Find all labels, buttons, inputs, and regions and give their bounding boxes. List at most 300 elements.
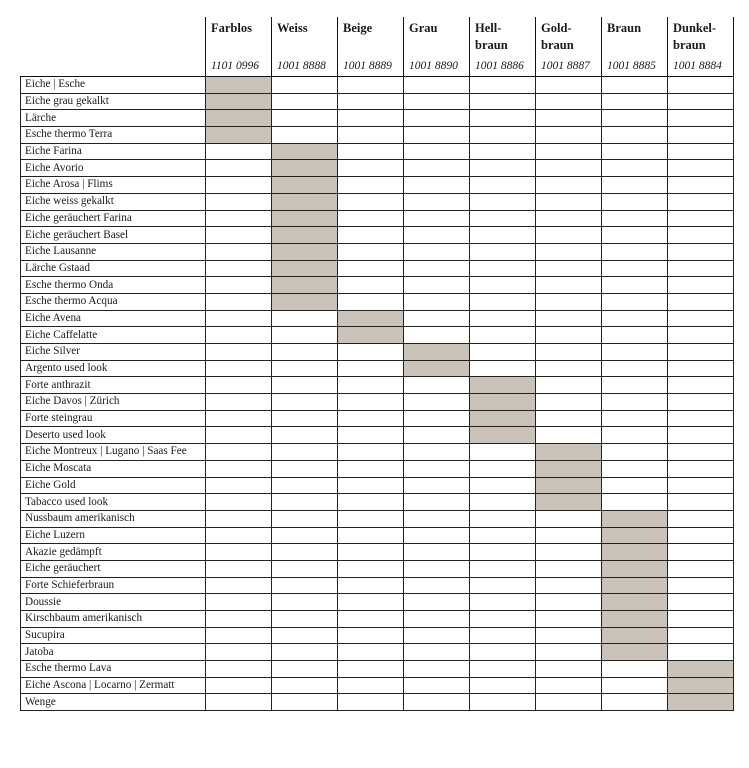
empty-cell — [470, 310, 536, 327]
row-label: Esche thermo Onda — [21, 277, 206, 294]
row-label: Nussbaum amerikanisch — [21, 510, 206, 527]
table-row — [21, 694, 734, 711]
row-label: Eiche geräuchert Farina — [21, 210, 206, 227]
marked-cell — [338, 310, 404, 327]
row-label: Lärche Gstaad — [21, 260, 206, 277]
wood-color-matrix — [20, 76, 734, 711]
marked-cell — [338, 327, 404, 344]
marked-cell — [536, 494, 602, 511]
empty-cell — [668, 560, 734, 577]
row-label: Tabacco used look — [21, 494, 206, 511]
empty-cell — [206, 494, 272, 511]
empty-cell — [206, 527, 272, 544]
empty-cell — [404, 477, 470, 494]
empty-cell — [536, 193, 602, 210]
empty-cell — [470, 594, 536, 611]
empty-cell — [470, 193, 536, 210]
empty-cell — [536, 527, 602, 544]
table-row — [21, 143, 734, 160]
empty-cell — [206, 260, 272, 277]
empty-cell — [668, 544, 734, 561]
empty-cell — [536, 577, 602, 594]
empty-cell — [404, 377, 470, 394]
empty-cell — [470, 560, 536, 577]
marked-cell — [404, 360, 470, 377]
empty-cell — [536, 243, 602, 260]
empty-cell — [404, 677, 470, 694]
table-row — [21, 394, 734, 411]
table-row — [21, 160, 734, 177]
empty-cell — [470, 544, 536, 561]
marked-cell — [602, 544, 668, 561]
empty-cell — [338, 427, 404, 444]
empty-cell — [404, 594, 470, 611]
empty-cell — [668, 93, 734, 110]
row-label: Eiche Davos | Zürich — [21, 394, 206, 411]
empty-cell — [668, 644, 734, 661]
empty-cell — [272, 560, 338, 577]
empty-cell — [338, 177, 404, 194]
empty-cell — [206, 510, 272, 527]
table-row — [21, 577, 734, 594]
empty-cell — [602, 277, 668, 294]
empty-cell — [272, 360, 338, 377]
empty-cell — [338, 377, 404, 394]
empty-cell — [602, 227, 668, 244]
column-name: Gold- braun — [541, 21, 574, 52]
empty-cell — [404, 444, 470, 461]
empty-cell — [536, 310, 602, 327]
empty-cell — [602, 477, 668, 494]
marked-cell — [206, 127, 272, 144]
empty-cell — [536, 344, 602, 361]
empty-cell — [536, 560, 602, 577]
empty-cell — [602, 110, 668, 127]
row-label: Jatoba — [21, 644, 206, 661]
table-row — [21, 460, 734, 477]
empty-cell — [668, 310, 734, 327]
empty-cell — [602, 394, 668, 411]
row-label: Sucupira — [21, 627, 206, 644]
table-row — [21, 93, 734, 110]
table-row — [21, 177, 734, 194]
empty-cell — [338, 661, 404, 678]
row-label: Eiche Avena — [21, 310, 206, 327]
column-code: 1001 8888 — [277, 60, 326, 72]
empty-cell — [338, 293, 404, 310]
empty-cell — [206, 243, 272, 260]
empty-cell — [338, 210, 404, 227]
empty-cell — [206, 577, 272, 594]
empty-cell — [536, 143, 602, 160]
empty-cell — [206, 377, 272, 394]
empty-cell — [602, 360, 668, 377]
empty-cell — [470, 77, 536, 94]
empty-cell — [470, 527, 536, 544]
empty-cell — [602, 193, 668, 210]
row-label: Eiche Lausanne — [21, 243, 206, 260]
column-header — [535, 17, 601, 79]
table-row — [21, 344, 734, 361]
empty-cell — [272, 611, 338, 628]
empty-cell — [536, 93, 602, 110]
row-label: Argento used look — [21, 360, 206, 377]
empty-cell — [338, 627, 404, 644]
empty-cell — [338, 510, 404, 527]
empty-cell — [536, 360, 602, 377]
empty-cell — [668, 510, 734, 527]
marked-cell — [272, 277, 338, 294]
table-row — [21, 644, 734, 661]
empty-cell — [404, 544, 470, 561]
empty-cell — [602, 310, 668, 327]
table-row — [21, 611, 734, 628]
column-name: Dunkel- braun — [673, 21, 717, 52]
column-name: Braun — [607, 21, 642, 35]
empty-cell — [338, 394, 404, 411]
table-row — [21, 544, 734, 561]
empty-cell — [602, 127, 668, 144]
empty-cell — [272, 427, 338, 444]
empty-cell — [668, 177, 734, 194]
empty-cell — [668, 477, 734, 494]
empty-cell — [602, 177, 668, 194]
marked-cell — [470, 427, 536, 444]
row-label: Eiche | Esche — [21, 77, 206, 94]
marked-cell — [668, 677, 734, 694]
table-row — [21, 677, 734, 694]
table-row — [21, 377, 734, 394]
empty-cell — [668, 377, 734, 394]
empty-cell — [536, 627, 602, 644]
empty-cell — [470, 494, 536, 511]
row-label: Esche thermo Lava — [21, 661, 206, 678]
empty-cell — [602, 143, 668, 160]
empty-cell — [206, 694, 272, 711]
empty-cell — [338, 410, 404, 427]
marked-cell — [272, 243, 338, 260]
empty-cell — [404, 661, 470, 678]
table-row — [21, 243, 734, 260]
empty-cell — [668, 627, 734, 644]
empty-cell — [404, 110, 470, 127]
empty-cell — [404, 243, 470, 260]
empty-cell — [404, 627, 470, 644]
empty-cell — [668, 494, 734, 511]
empty-cell — [536, 611, 602, 628]
empty-cell — [536, 277, 602, 294]
empty-cell — [404, 694, 470, 711]
empty-cell — [338, 77, 404, 94]
column-header — [667, 17, 733, 79]
empty-cell — [602, 327, 668, 344]
empty-cell — [470, 210, 536, 227]
empty-cell — [470, 510, 536, 527]
empty-cell — [338, 227, 404, 244]
row-label: Eiche Farina — [21, 143, 206, 160]
marked-cell — [602, 527, 668, 544]
row-label: Eiche geräuchert Basel — [21, 227, 206, 244]
empty-cell — [602, 694, 668, 711]
column-code: 1001 8886 — [475, 60, 524, 72]
empty-cell — [338, 544, 404, 561]
empty-cell — [404, 494, 470, 511]
marked-cell — [206, 77, 272, 94]
empty-cell — [206, 344, 272, 361]
marked-cell — [272, 227, 338, 244]
empty-cell — [206, 177, 272, 194]
empty-cell — [536, 293, 602, 310]
column-header — [403, 17, 469, 79]
column-header — [469, 17, 535, 79]
table-row — [21, 310, 734, 327]
table-row — [21, 594, 734, 611]
empty-cell — [536, 694, 602, 711]
empty-cell — [470, 627, 536, 644]
empty-cell — [404, 227, 470, 244]
empty-cell — [404, 327, 470, 344]
empty-cell — [536, 661, 602, 678]
empty-cell — [206, 360, 272, 377]
marked-cell — [602, 644, 668, 661]
marked-cell — [668, 661, 734, 678]
empty-cell — [338, 444, 404, 461]
table-row — [21, 127, 734, 144]
column-name: Weiss — [277, 21, 308, 35]
empty-cell — [272, 577, 338, 594]
empty-cell — [272, 527, 338, 544]
empty-cell — [536, 327, 602, 344]
empty-cell — [272, 310, 338, 327]
empty-cell — [338, 460, 404, 477]
empty-cell — [338, 527, 404, 544]
marked-cell — [536, 477, 602, 494]
empty-cell — [404, 260, 470, 277]
empty-cell — [470, 327, 536, 344]
empty-cell — [338, 160, 404, 177]
empty-cell — [206, 227, 272, 244]
row-label: Eiche Montreux | Lugano | Saas Fee — [21, 444, 206, 461]
marked-cell — [470, 394, 536, 411]
empty-cell — [668, 260, 734, 277]
empty-cell — [470, 160, 536, 177]
empty-cell — [668, 410, 734, 427]
empty-cell — [536, 210, 602, 227]
empty-cell — [470, 611, 536, 628]
empty-cell — [338, 277, 404, 294]
table-row — [21, 494, 734, 511]
empty-cell — [602, 377, 668, 394]
empty-cell — [536, 227, 602, 244]
empty-cell — [602, 427, 668, 444]
row-label: Wenge — [21, 694, 206, 711]
empty-cell — [668, 277, 734, 294]
row-label: Forte anthrazit — [21, 377, 206, 394]
empty-cell — [602, 344, 668, 361]
table-row — [21, 77, 734, 94]
empty-cell — [404, 460, 470, 477]
empty-cell — [668, 460, 734, 477]
empty-cell — [536, 160, 602, 177]
empty-cell — [470, 127, 536, 144]
column-code: 1001 8889 — [343, 60, 392, 72]
table-row — [21, 627, 734, 644]
empty-cell — [668, 127, 734, 144]
empty-cell — [470, 444, 536, 461]
empty-cell — [668, 77, 734, 94]
row-label: Eiche Caffelatte — [21, 327, 206, 344]
marked-cell — [470, 377, 536, 394]
empty-cell — [668, 611, 734, 628]
row-label: Eiche Luzern — [21, 527, 206, 544]
empty-cell — [404, 577, 470, 594]
empty-cell — [470, 577, 536, 594]
column-name: Beige — [343, 21, 373, 35]
empty-cell — [404, 644, 470, 661]
empty-cell — [602, 260, 668, 277]
empty-cell — [338, 127, 404, 144]
empty-cell — [668, 193, 734, 210]
empty-cell — [338, 110, 404, 127]
empty-cell — [470, 477, 536, 494]
empty-cell — [338, 611, 404, 628]
row-label: Akazie gedämpft — [21, 544, 206, 561]
empty-cell — [404, 427, 470, 444]
empty-cell — [470, 227, 536, 244]
empty-cell — [272, 460, 338, 477]
empty-cell — [470, 293, 536, 310]
row-label: Lärche — [21, 110, 206, 127]
header-divider — [733, 17, 734, 79]
empty-cell — [272, 510, 338, 527]
empty-cell — [602, 460, 668, 477]
empty-cell — [668, 160, 734, 177]
empty-cell — [272, 694, 338, 711]
empty-cell — [668, 143, 734, 160]
table-row — [21, 410, 734, 427]
empty-cell — [404, 160, 470, 177]
empty-cell — [602, 243, 668, 260]
empty-cell — [536, 127, 602, 144]
empty-cell — [536, 544, 602, 561]
empty-cell — [404, 127, 470, 144]
empty-cell — [404, 611, 470, 628]
empty-cell — [272, 110, 338, 127]
empty-cell — [602, 210, 668, 227]
empty-cell — [272, 344, 338, 361]
marked-cell — [272, 260, 338, 277]
column-name: Farblos — [211, 21, 252, 35]
empty-cell — [668, 243, 734, 260]
empty-cell — [206, 193, 272, 210]
empty-cell — [404, 394, 470, 411]
empty-cell — [470, 460, 536, 477]
table-row — [21, 477, 734, 494]
empty-cell — [536, 410, 602, 427]
marked-cell — [272, 160, 338, 177]
empty-cell — [338, 644, 404, 661]
row-label: Eiche geräuchert — [21, 560, 206, 577]
empty-cell — [206, 310, 272, 327]
empty-cell — [206, 661, 272, 678]
empty-cell — [470, 143, 536, 160]
marked-cell — [470, 410, 536, 427]
table-row — [21, 110, 734, 127]
marked-cell — [536, 444, 602, 461]
empty-cell — [272, 77, 338, 94]
empty-cell — [536, 594, 602, 611]
empty-cell — [602, 93, 668, 110]
row-label: Eiche Moscata — [21, 460, 206, 477]
empty-cell — [338, 594, 404, 611]
empty-cell — [338, 494, 404, 511]
empty-cell — [206, 477, 272, 494]
marked-cell — [272, 177, 338, 194]
empty-cell — [668, 527, 734, 544]
empty-cell — [272, 377, 338, 394]
empty-cell — [272, 327, 338, 344]
empty-cell — [206, 544, 272, 561]
column-name: Hell- braun — [475, 21, 508, 52]
empty-cell — [338, 260, 404, 277]
row-label: Kirschbaum amerikanisch — [21, 611, 206, 628]
empty-cell — [206, 444, 272, 461]
column-code: 1001 8890 — [409, 60, 458, 72]
empty-cell — [338, 694, 404, 711]
empty-cell — [470, 344, 536, 361]
empty-cell — [404, 510, 470, 527]
table-row — [21, 260, 734, 277]
table-row — [21, 293, 734, 310]
empty-cell — [206, 143, 272, 160]
empty-cell — [206, 210, 272, 227]
empty-cell — [404, 277, 470, 294]
table-row — [21, 427, 734, 444]
empty-cell — [272, 444, 338, 461]
empty-cell — [668, 327, 734, 344]
marked-cell — [536, 460, 602, 477]
empty-cell — [272, 544, 338, 561]
empty-cell — [404, 143, 470, 160]
empty-cell — [338, 677, 404, 694]
empty-cell — [404, 193, 470, 210]
empty-cell — [470, 694, 536, 711]
marked-cell — [602, 611, 668, 628]
table-row — [21, 527, 734, 544]
empty-cell — [668, 110, 734, 127]
empty-cell — [602, 444, 668, 461]
empty-cell — [602, 410, 668, 427]
empty-cell — [338, 360, 404, 377]
empty-cell — [668, 360, 734, 377]
column-code: 1001 8887 — [541, 60, 590, 72]
empty-cell — [272, 677, 338, 694]
empty-cell — [404, 77, 470, 94]
empty-cell — [272, 93, 338, 110]
row-label: Eiche Ascona | Locarno | Zermatt — [21, 677, 206, 694]
table-row — [21, 277, 734, 294]
table-row — [21, 510, 734, 527]
row-label: Eiche grau gekalkt — [21, 93, 206, 110]
empty-cell — [404, 527, 470, 544]
empty-cell — [470, 360, 536, 377]
empty-cell — [206, 277, 272, 294]
empty-cell — [470, 93, 536, 110]
column-code: 1001 8885 — [607, 60, 656, 72]
empty-cell — [536, 677, 602, 694]
empty-cell — [272, 477, 338, 494]
column-code: 1001 8884 — [673, 60, 722, 72]
